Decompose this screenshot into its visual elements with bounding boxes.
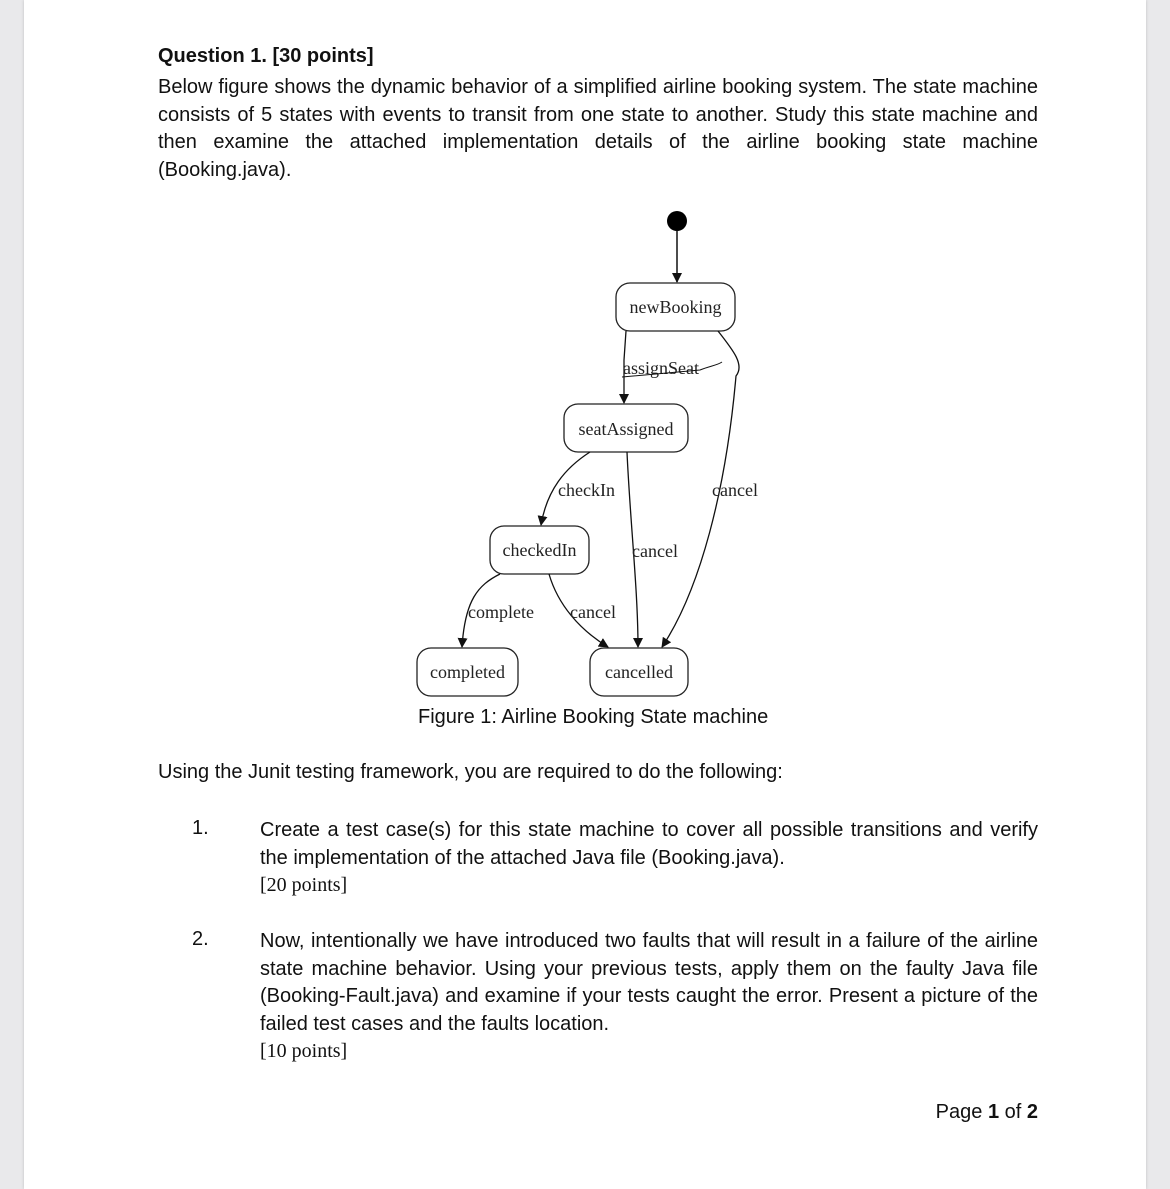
initial-state-dot	[667, 211, 687, 231]
transition-assignSeat-label: assignSeat	[623, 358, 699, 378]
question-intro: Below figure shows the dynamic behavior of a simplified airline booking system. The state machine consists of 5 states with events to transit from one state to another. Study this state machine and then examine the attached implementation details of the airline booking state machine (Booking.java).	[158, 76, 1038, 181]
state-checkedIn-label: checkedIn	[502, 540, 577, 560]
state-newBooking	[616, 283, 735, 331]
footer-prefix: Page	[935, 1101, 983, 1123]
figure-caption: Figure 1: Airline Booking State machine	[418, 706, 769, 728]
page-footer	[936, 1101, 1038, 1124]
state-cancelled-label: cancelled	[605, 662, 673, 682]
task-2-text: Now, intentionally we have introduced two faults that will result in a failure of the airline state machine behavior. Using your previous tests, apply them on the faulty Java file (Booking-Fault.java) and examine if your tests caught the error. Present a picture of the failed test cases and the faults location.	[260, 930, 1038, 1035]
footer-current-page: 1	[987, 1101, 1000, 1123]
transition-cancel-checkedIn-label: cancel	[570, 602, 616, 622]
transition-cancel-seatAssigned-label: cancel	[632, 541, 678, 561]
state-seatAssigned-label: seatAssigned	[578, 419, 674, 439]
transition-cancel-newBooking-label: cancel	[712, 480, 758, 500]
instructions-text: Using the Junit testing framework, you are required to do the following:	[158, 761, 783, 783]
task-2	[260, 928, 1038, 1066]
state-seatAssigned	[564, 404, 688, 452]
task-2-number: 2.	[192, 928, 209, 950]
question-heading: Question 1. [30 points]	[158, 45, 374, 67]
task-1	[260, 817, 1038, 900]
state-checkedIn	[490, 526, 589, 574]
state-completed	[417, 648, 518, 696]
task-1-text: Create a test case(s) for this state machine to cover all possible transitions and verify the implementation of the attached Java file (Booking.java).	[260, 819, 1038, 869]
state-newBooking-label: newBooking	[629, 297, 722, 317]
state-machine-diagram	[400, 200, 780, 700]
transition-checkIn-label: checkIn	[558, 480, 615, 500]
transition-complete-label: complete	[468, 602, 534, 622]
task-1-number: 1.	[192, 817, 209, 839]
state-cancelled	[590, 648, 688, 696]
state-completed-label: completed	[430, 662, 505, 682]
footer-of: of	[1004, 1101, 1022, 1123]
task-2-points: [10 points]	[260, 1040, 348, 1062]
footer-total-pages: 2	[1026, 1101, 1038, 1123]
task-1-points: [20 points]	[260, 874, 348, 896]
